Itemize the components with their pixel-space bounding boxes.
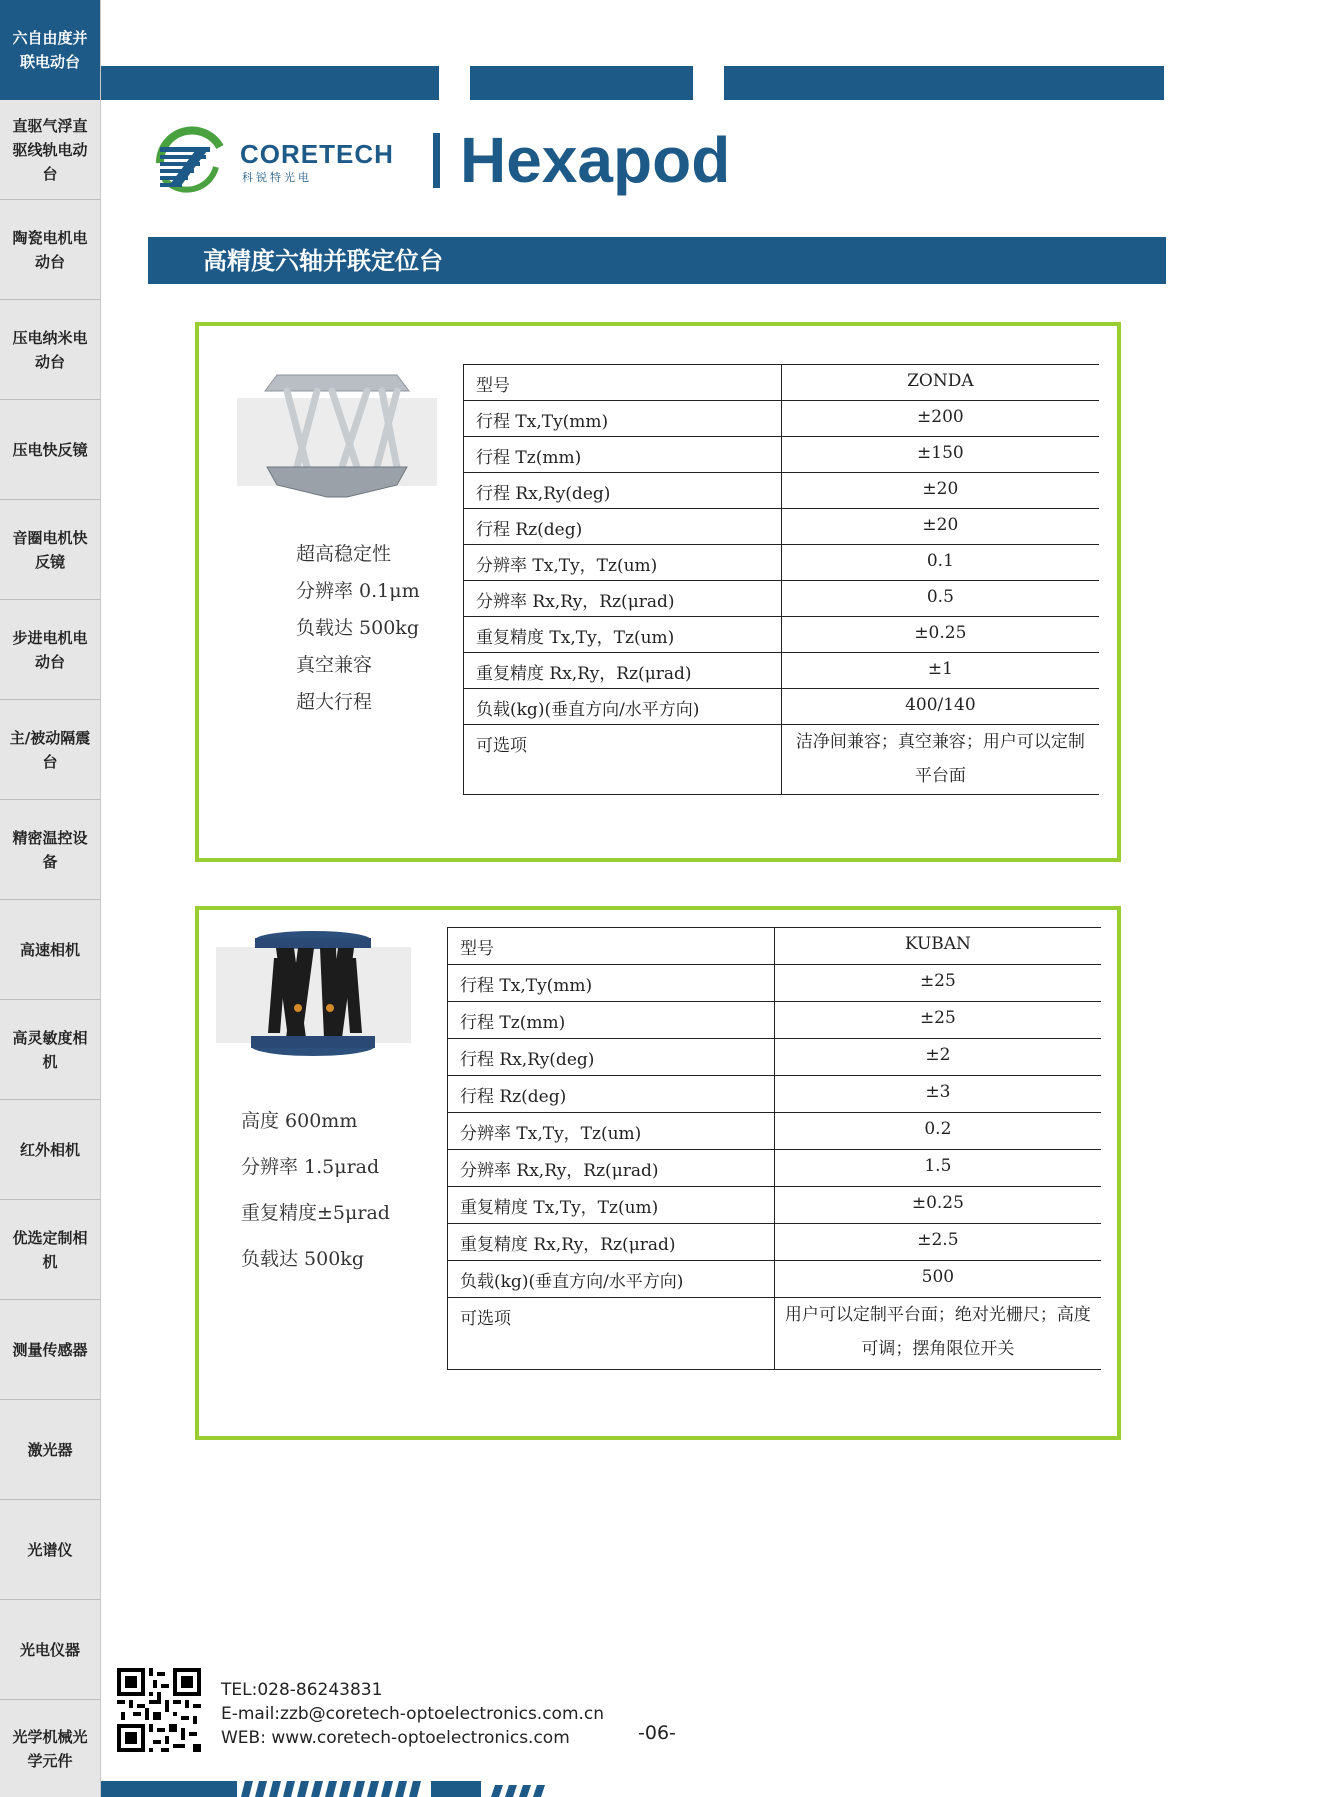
sidebar-item-temp-control[interactable] bbox=[0, 800, 100, 900]
sidebar-item-piezo-mirror[interactable] bbox=[0, 400, 100, 500]
table-row bbox=[448, 965, 1102, 1002]
spec-key: 重复精度 Tx,Ty，Tz(um) bbox=[448, 1187, 775, 1224]
contact-web[interactable]: WEB: www.coretech-optoelectronics.com bbox=[221, 1728, 570, 1748]
sidebar-item-voice-coil[interactable] bbox=[0, 500, 100, 600]
contact-tel: TEL:028-86243831 bbox=[221, 1680, 383, 1700]
table-row bbox=[448, 1076, 1102, 1113]
spec-key: 负载(kg)(垂直方向/水平方向) bbox=[464, 689, 782, 725]
spec-value: ±25 bbox=[774, 965, 1101, 1002]
spec-value: ±0.25 bbox=[774, 1187, 1101, 1224]
spec-value: ±20 bbox=[781, 509, 1099, 545]
sidebar-item-label: 光学机械光学元件 bbox=[12, 1727, 88, 1770]
hexapod-zonda-image bbox=[237, 367, 437, 502]
sidebar-item-label: 优选定制相机 bbox=[12, 1228, 88, 1271]
sidebar-item-stepper[interactable] bbox=[0, 600, 100, 700]
section-title: 高精度六轴并联定位台 bbox=[203, 247, 443, 275]
spec-key: 可选项 bbox=[448, 1298, 775, 1370]
sidebar-item-isolation[interactable] bbox=[0, 700, 100, 800]
sidebar-item-label: 压电纳米电动台 bbox=[12, 328, 88, 371]
spec-table-kuban bbox=[447, 927, 1101, 1370]
logo-text: CORETECH bbox=[240, 139, 394, 169]
footer-stripe-bar bbox=[101, 1781, 1324, 1797]
spec-value: 0.2 bbox=[774, 1113, 1101, 1150]
header-bar-2 bbox=[470, 66, 693, 100]
sidebar-item-label: 六自由度并联电动台 bbox=[12, 28, 88, 71]
qr-code-icon bbox=[117, 1668, 201, 1752]
sidebar-item-label: 测量传感器 bbox=[12, 1340, 88, 1359]
sidebar-item-piezo-nano[interactable] bbox=[0, 300, 100, 400]
sidebar-item-label: 直驱气浮直驱线轨电动台 bbox=[12, 116, 88, 183]
spec-key: 可选项 bbox=[464, 725, 782, 795]
sidebar-item-sensitive-camera[interactable] bbox=[0, 1000, 100, 1100]
spec-value: 0.5 bbox=[781, 581, 1099, 617]
spec-value: ±2 bbox=[774, 1039, 1101, 1076]
spec-value: ZONDA bbox=[781, 365, 1099, 401]
feature-text: 分辨率 1.5μrad bbox=[241, 1156, 380, 1178]
table-row bbox=[464, 365, 1100, 401]
spec-key: 分辨率 Tx,Ty，Tz(um) bbox=[464, 545, 782, 581]
spec-value: ±200 bbox=[781, 401, 1099, 437]
spec-value: ±3 bbox=[774, 1076, 1101, 1113]
spec-key: 重复精度 Tx,Ty，Tz(um) bbox=[464, 617, 782, 653]
feature-text: 超大行程 bbox=[296, 691, 373, 713]
table-row bbox=[448, 1261, 1102, 1298]
sidebar-item-label: 激光器 bbox=[27, 1440, 73, 1459]
feature-text: 负载达 500kg bbox=[241, 1248, 364, 1270]
feature-text: 分辨率 0.1μm bbox=[296, 580, 420, 602]
header-bar-1 bbox=[101, 66, 439, 100]
spec-value: 400/140 bbox=[781, 689, 1099, 725]
spec-key: 型号 bbox=[464, 365, 782, 401]
sidebar-item-label: 红外相机 bbox=[19, 1140, 80, 1159]
spec-value: 1.5 bbox=[774, 1150, 1101, 1187]
sidebar-item-label: 压电快反镜 bbox=[12, 440, 88, 459]
sidebar-item-ir-camera[interactable] bbox=[0, 1100, 100, 1200]
sidebar-item-optoelectronic[interactable] bbox=[0, 1600, 100, 1700]
table-row bbox=[464, 509, 1100, 545]
table-row bbox=[448, 1187, 1102, 1224]
sidebar-item-label: 陶瓷电机电动台 bbox=[12, 228, 88, 271]
spec-value: ±0.25 bbox=[781, 617, 1099, 653]
spec-key: 行程 Tx,Ty(mm) bbox=[448, 965, 775, 1002]
feature-text: 真空兼容 bbox=[296, 654, 373, 676]
sidebar-item-air-bearing[interactable] bbox=[0, 100, 100, 200]
sidebar-item-label: 光谱仪 bbox=[27, 1540, 73, 1559]
product-card-kuban bbox=[195, 906, 1121, 1440]
spec-key: 行程 Rz(deg) bbox=[448, 1076, 775, 1113]
table-row bbox=[448, 1039, 1102, 1076]
spec-value: 用户可以定制平台面；绝对光栅尺；高度可调；摆角限位开关 bbox=[774, 1298, 1101, 1370]
spec-key: 分辨率 Rx,Ry，Rz(μrad) bbox=[448, 1150, 775, 1187]
spec-value: ±20 bbox=[781, 473, 1099, 509]
title-divider bbox=[433, 133, 440, 188]
table-row bbox=[464, 473, 1100, 509]
spec-key: 重复精度 Rx,Ry，Rz(μrad) bbox=[448, 1224, 775, 1261]
page-title: Hexapod bbox=[460, 124, 731, 196]
sidebar-item-optics[interactable] bbox=[0, 1700, 100, 1797]
table-row bbox=[464, 545, 1100, 581]
spec-key: 行程 Rz(deg) bbox=[464, 509, 782, 545]
spec-key: 重复精度 Rx,Ry，Rz(μrad) bbox=[464, 653, 782, 689]
table-row bbox=[448, 1150, 1102, 1187]
sidebar-nav bbox=[0, 0, 101, 1797]
table-row bbox=[448, 1002, 1102, 1039]
table-row bbox=[464, 401, 1100, 437]
spec-key: 负载(kg)(垂直方向/水平方向) bbox=[448, 1261, 775, 1298]
header-bar-3 bbox=[724, 66, 1164, 100]
spec-value: ±2.5 bbox=[774, 1224, 1101, 1261]
product-card-zonda bbox=[195, 322, 1121, 862]
spec-value: ±25 bbox=[774, 1002, 1101, 1039]
feature-text: 重复精度±5μrad bbox=[241, 1202, 390, 1224]
spec-key: 行程 Tz(mm) bbox=[448, 1002, 775, 1039]
table-row bbox=[448, 928, 1102, 965]
table-row bbox=[464, 581, 1100, 617]
section-banner bbox=[148, 237, 1166, 284]
sidebar-item-label: 高速相机 bbox=[19, 940, 80, 959]
sidebar-item-hexapod[interactable] bbox=[0, 0, 100, 100]
spec-key: 行程 Rx,Ry(deg) bbox=[448, 1039, 775, 1076]
sidebar-item-custom-camera[interactable] bbox=[0, 1200, 100, 1300]
spec-value: ±150 bbox=[781, 437, 1099, 473]
spec-value: 500 bbox=[774, 1261, 1101, 1298]
table-row bbox=[448, 1113, 1102, 1150]
sidebar-item-sensor[interactable] bbox=[0, 1300, 100, 1400]
contact-email[interactable]: E-mail:zzb@coretech-optoelectronics.com.cn bbox=[221, 1704, 605, 1724]
feature-text: 超高稳定性 bbox=[296, 543, 392, 565]
table-row bbox=[448, 1298, 1102, 1370]
spec-key: 行程 Rx,Ry(deg) bbox=[464, 473, 782, 509]
feature-text: 负载达 500kg bbox=[296, 617, 419, 639]
spec-key: 分辨率 Tx,Ty，Tz(um) bbox=[448, 1113, 775, 1150]
sidebar-item-label: 步进电机电动台 bbox=[12, 628, 88, 671]
spec-table-zonda bbox=[463, 364, 1099, 795]
spec-key: 分辨率 Rx,Ry，Rz(μrad) bbox=[464, 581, 782, 617]
table-row bbox=[464, 725, 1100, 795]
table-row bbox=[448, 1224, 1102, 1261]
spec-value: 0.1 bbox=[781, 545, 1099, 581]
table-row bbox=[464, 689, 1100, 725]
sidebar-item-label: 音圈电机快反镜 bbox=[12, 528, 88, 571]
table-row bbox=[464, 437, 1100, 473]
sidebar-item-label: 精密温控设备 bbox=[12, 828, 88, 871]
sidebar-item-label: 主/被动隔震台 bbox=[9, 728, 91, 771]
logo-mark-icon bbox=[150, 125, 230, 200]
sidebar-item-high-speed-camera[interactable] bbox=[0, 900, 100, 1000]
spec-value: ±1 bbox=[781, 653, 1099, 689]
table-row bbox=[464, 653, 1100, 689]
sidebar-item-spectrometer[interactable] bbox=[0, 1500, 100, 1600]
spec-key: 行程 Tx,Ty(mm) bbox=[464, 401, 782, 437]
coretech-logo bbox=[150, 125, 400, 200]
sidebar-item-label: 高灵敏度相机 bbox=[12, 1028, 88, 1071]
spec-value: 洁净间兼容；真空兼容；用户可以定制平台面 bbox=[781, 725, 1099, 795]
spec-value: KUBAN bbox=[774, 928, 1101, 965]
sidebar-item-label: 光电仪器 bbox=[19, 1640, 80, 1659]
spec-key: 行程 Tz(mm) bbox=[464, 437, 782, 473]
sidebar-item-laser[interactable] bbox=[0, 1400, 100, 1500]
sidebar-item-ceramic-motor[interactable] bbox=[0, 200, 100, 300]
table-row bbox=[464, 617, 1100, 653]
page-number: -06- bbox=[638, 1722, 676, 1744]
feature-text: 高度 600mm bbox=[241, 1110, 358, 1132]
logo-subtitle: 科锐特光电 bbox=[242, 171, 312, 184]
hexapod-kuban-image bbox=[216, 928, 411, 1066]
spec-key: 型号 bbox=[448, 928, 775, 965]
